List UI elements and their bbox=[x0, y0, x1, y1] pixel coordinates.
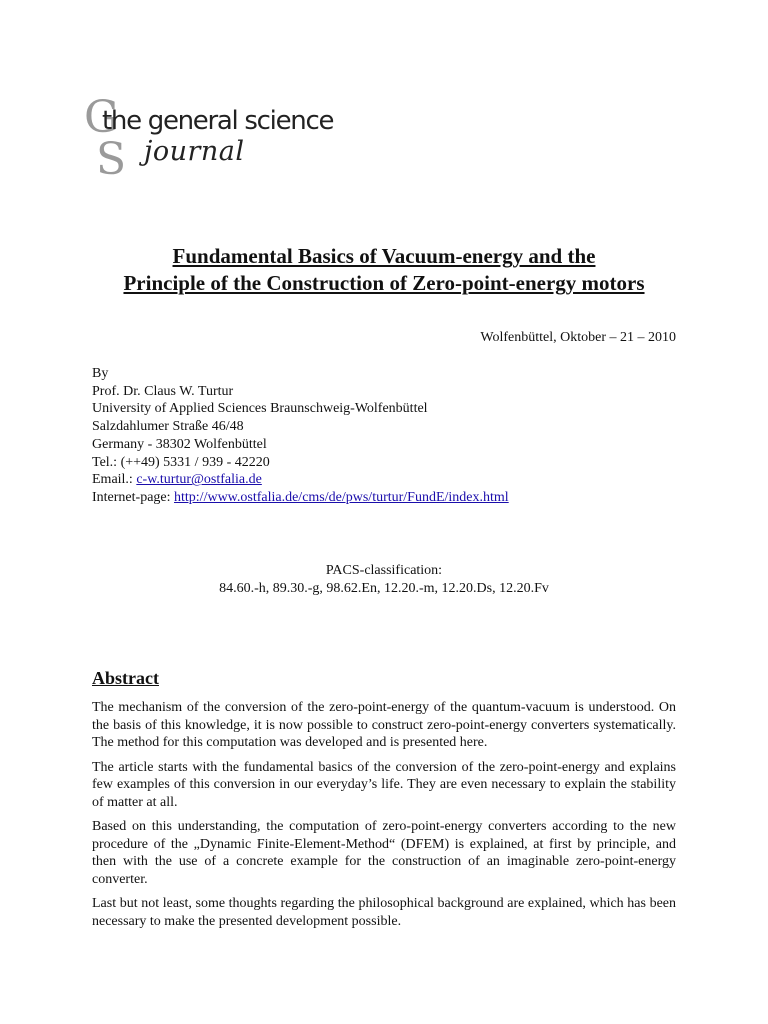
email-link[interactable]: c-w.turtur@ostfalia.de bbox=[136, 472, 262, 488]
monogram-letter-s: S bbox=[96, 134, 127, 182]
paper-title bbox=[40, 243, 728, 297]
abstract-heading: Abstract bbox=[92, 668, 159, 688]
abstract-paragraph: The mechanism of the conversion of the zero-point-energy of the quantum-vacuum is understood. On the basis of this knowledge, it is now possible to construct zero-point-energy converters systematically. The method for this computation was developed and is presented here. bbox=[92, 700, 676, 750]
web-label: Internet-page: bbox=[92, 489, 175, 505]
web-link[interactable]: http://www.ostfalia.de/cms/de/pws/turtur/FundE/index.html bbox=[174, 489, 509, 505]
monogram-letter-g: G bbox=[84, 92, 120, 143]
pacs-label: PACS-classification: bbox=[325, 563, 443, 578]
author-tel: Tel.: (++49) 5331 / 939 - 42220 bbox=[92, 454, 270, 470]
author-street: Salzdahlumer Straße 46/48 bbox=[92, 419, 244, 435]
title-line-2: Principle of the Construction of Zero-point-energy motors bbox=[123, 271, 645, 295]
pacs-block bbox=[0, 562, 768, 597]
abstract-paragraph: The article starts with the fundamental basics of the conversion of the zero-point-energy and explains few examples of this conversion in our everyday’s life. They are even necessary to explain the stability of matter at all. bbox=[92, 759, 676, 810]
logo-wordmark: the general science bbox=[102, 106, 334, 136]
author-city: Germany - 38302 Wolfenbüttel bbox=[92, 436, 267, 452]
author-web-line bbox=[92, 489, 509, 507]
author-email-line bbox=[92, 471, 509, 489]
logo-journal-word: journal bbox=[144, 136, 245, 167]
title-line-1: Fundamental Basics of Vacuum-energy and the bbox=[172, 244, 596, 268]
author-block bbox=[92, 365, 509, 507]
pacs-codes: 84.60.-h, 89.30.-g, 98.62.En, 12.20.-m, 12.20.Ds, 12.20.Fv bbox=[219, 580, 549, 596]
email-label: Email.: bbox=[92, 472, 137, 488]
abstract-body bbox=[92, 699, 676, 937]
abstract-paragraph: Based on this understanding, the computation of zero-point-energy converters according to the new procedure of the „Dynamic Finite-Element-Method“ (DFEM) is explained, at first by principle, and then with the use of a concrete example for the construction of an imaginable zero-point-energy converter. bbox=[92, 819, 676, 887]
abstract-paragraph: Last but not least, some thoughts regarding the philosophical background are explained, which has been necessary to make the presented development possible. bbox=[92, 896, 676, 929]
journal-logo bbox=[80, 92, 380, 182]
author-affiliation: University of Applied Sciences Braunschweig-Wolfenbüttel bbox=[92, 401, 428, 417]
author-name: Prof. Dr. Claus W. Turtur bbox=[92, 383, 234, 399]
author-by: By bbox=[92, 366, 109, 381]
dateline: Wolfenbüttel, Oktober – 21 – 2010 bbox=[480, 330, 676, 345]
